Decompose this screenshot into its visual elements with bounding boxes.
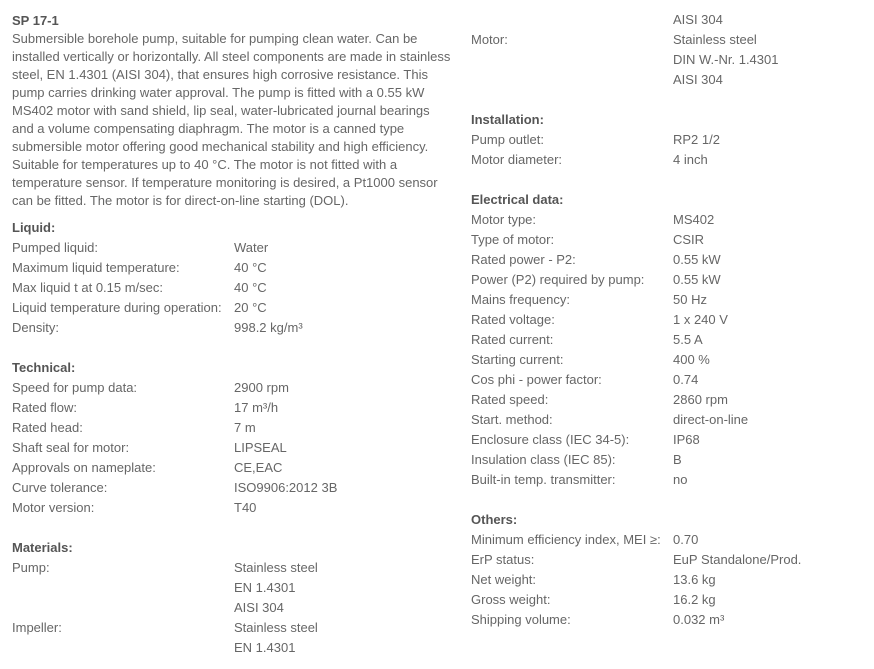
spec-row <box>12 458 452 478</box>
spec-row <box>471 590 871 610</box>
spec-row <box>12 398 452 418</box>
spec-label: Motor version: <box>12 500 95 515</box>
spec-value: Stainless steel <box>234 560 318 575</box>
spec-label <box>12 598 234 618</box>
spec-label: Power (P2) required by pump: <box>471 272 645 287</box>
spec-value: 20 °C <box>234 300 267 315</box>
spec-row <box>12 438 452 458</box>
spec-value: AISI 304 <box>234 600 284 615</box>
spec-value: CSIR <box>673 232 705 247</box>
spec-label <box>471 70 673 90</box>
spec-row <box>471 430 871 450</box>
spec-row <box>471 410 871 430</box>
spec-row <box>471 290 871 310</box>
product-description: Submersible borehole pump, suitable for pumping clean water. Can be installed vertically or horizontally. All steel components are made in stainless steel, EN 1.4301 (AISI 304), that ensures high corrosive resistance. This pump carries drinking water approval. The pump is fitted with a 0.55 kW MS402 motor with sand shield, lip seal, water-lubricated journal bearings and a volume compensating diaphragm. The motor is a canned type submersible motor offering good mechanical stability and high efficiency. Suitable for temperatures up to 40 °C. The motor is not fitted with a temperature sensor. If temperature monitoring is desired, a Pt1000 sensor can be fitted. The motor is for direct-on-line starting (DOL). <box>12 31 451 208</box>
section-heading: Materials: <box>12 540 73 555</box>
spec-label: Curve tolerance: <box>12 480 108 495</box>
section-installation <box>471 110 871 170</box>
spec-value: RP2 1/2 <box>673 132 720 147</box>
spec-value: no <box>673 472 688 487</box>
spec-row <box>12 618 452 638</box>
spec-label: Net weight: <box>471 572 537 587</box>
spec-label: Liquid temperature during operation: <box>12 300 222 315</box>
spec-label: Shipping volume: <box>471 612 571 627</box>
spec-row <box>471 570 871 590</box>
spec-rows <box>12 238 452 338</box>
spec-rows <box>471 130 871 170</box>
spec-row <box>471 450 871 470</box>
spec-value: MS402 <box>673 212 715 227</box>
spec-value: B <box>673 452 682 467</box>
spec-row <box>471 270 871 290</box>
spec-row <box>12 478 452 498</box>
spec-label: Cos phi - power factor: <box>471 372 602 387</box>
spec-label: Built-in temp. transmitter: <box>471 472 616 487</box>
spec-label: Mains frequency: <box>471 292 570 307</box>
spec-value: 40 °C <box>234 260 267 275</box>
section-electrical <box>471 190 871 490</box>
spec-label: Insulation class (IEC 85): <box>471 452 616 467</box>
spec-row <box>471 390 871 410</box>
spec-label: Enclosure class (IEC 34-5): <box>471 432 630 447</box>
spec-label: Rated speed: <box>471 392 549 407</box>
section-heading: Liquid: <box>12 220 56 235</box>
spec-row <box>12 278 452 298</box>
spec-row <box>471 370 871 390</box>
section-liquid <box>12 218 452 338</box>
spec-value: EN 1.4301 <box>234 580 296 595</box>
spec-label: Impeller: <box>12 620 62 635</box>
spec-row <box>471 330 871 350</box>
spec-value: 16.2 kg <box>673 592 716 607</box>
spec-row <box>471 30 871 50</box>
spec-rows <box>471 530 871 630</box>
spec-value: EN 1.4301 <box>234 640 296 655</box>
spec-row <box>471 10 871 30</box>
spec-row <box>12 638 452 658</box>
spec-row <box>471 70 871 90</box>
spec-value: 0.55 kW <box>673 252 721 267</box>
left-column <box>12 0 452 658</box>
section-materials-continued <box>471 10 871 90</box>
spec-row <box>471 250 871 270</box>
spec-label: Rated voltage: <box>471 312 555 327</box>
spec-value: AISI 304 <box>673 72 723 87</box>
section-heading: Installation: <box>471 112 544 127</box>
spec-label: Pump: <box>12 560 50 575</box>
spec-label: Speed for pump data: <box>12 380 138 395</box>
spec-row <box>471 130 871 150</box>
spec-value: 50 Hz <box>673 292 707 307</box>
section-others <box>471 510 871 630</box>
spec-row <box>12 498 452 518</box>
spec-value: IP68 <box>673 432 700 447</box>
spec-rows <box>471 10 871 90</box>
spec-value: 17 m³/h <box>234 400 279 415</box>
spec-row <box>471 610 871 630</box>
spec-row <box>12 418 452 438</box>
spec-label: Starting current: <box>471 352 564 367</box>
spec-row <box>471 530 871 550</box>
spec-value: 1 x 240 V <box>673 312 728 327</box>
spec-row <box>471 50 871 70</box>
spec-label: Motor diameter: <box>471 152 563 167</box>
spec-value: 0.74 <box>673 372 699 387</box>
section-heading: Electrical data: <box>471 192 564 207</box>
spec-value: 4 inch <box>673 152 708 167</box>
spec-label: Minimum efficiency index, MEI ≥: <box>471 532 661 547</box>
spec-row <box>12 578 452 598</box>
spec-value: Stainless steel <box>673 32 757 47</box>
product-title: SP 17-1 <box>12 13 59 28</box>
spec-label: Gross weight: <box>471 592 551 607</box>
spec-value: 2860 rpm <box>673 392 728 407</box>
spec-label: Type of motor: <box>471 232 555 247</box>
spec-row <box>12 238 452 258</box>
spec-label: Start. method: <box>471 412 553 427</box>
spec-label: Pump outlet: <box>471 132 544 147</box>
spec-value: EuP Standalone/Prod. <box>673 552 802 567</box>
spec-value: 400 % <box>673 352 710 367</box>
spec-value: 5.5 A <box>673 332 703 347</box>
spec-row <box>12 258 452 278</box>
spec-row <box>12 558 452 578</box>
spec-row <box>12 318 452 338</box>
spec-rows <box>471 210 871 490</box>
spec-row <box>471 150 871 170</box>
section-heading: Others: <box>471 512 518 527</box>
spec-row <box>471 470 871 490</box>
spec-label: Rated head: <box>12 420 83 435</box>
spec-value: AISI 304 <box>673 12 723 27</box>
spec-value: direct-on-line <box>673 412 749 427</box>
spec-row <box>471 550 871 570</box>
spec-label: Approvals on nameplate: <box>12 460 156 475</box>
spec-label: Motor: <box>471 32 508 47</box>
spec-label: Rated current: <box>471 332 554 347</box>
spec-row <box>471 310 871 330</box>
spec-value: 13.6 kg <box>673 572 716 587</box>
spec-label <box>471 50 673 70</box>
spec-label <box>12 578 234 598</box>
section-technical <box>12 358 452 518</box>
spec-row <box>12 598 452 618</box>
spec-row <box>12 298 452 318</box>
spec-rows <box>12 558 452 658</box>
spec-value: Water <box>234 240 269 255</box>
spec-value: 0.032 m³ <box>673 612 725 627</box>
spec-label: Density: <box>12 320 59 335</box>
spec-value: T40 <box>234 500 257 515</box>
section-materials <box>12 538 452 658</box>
spec-label: Pumped liquid: <box>12 240 98 255</box>
spec-label: Shaft seal for motor: <box>12 440 130 455</box>
spec-value: 0.70 <box>673 532 699 547</box>
spec-value: CE,EAC <box>234 460 283 475</box>
spec-label <box>471 10 673 30</box>
spec-rows <box>12 378 452 518</box>
spec-row <box>471 350 871 370</box>
right-column <box>471 10 871 630</box>
spec-label <box>12 638 234 658</box>
spec-label: Max liquid t at 0.15 m/sec: <box>12 280 164 295</box>
section-heading: Technical: <box>12 360 76 375</box>
spec-value: 40 °C <box>234 280 267 295</box>
spec-value: DIN W.-Nr. 1.4301 <box>673 52 779 67</box>
spec-label: Rated power - P2: <box>471 252 576 267</box>
spec-value: LIPSEAL <box>234 440 287 455</box>
spec-label: Motor type: <box>471 212 537 227</box>
spec-label: ErP status: <box>471 552 535 567</box>
spec-value: 2900 rpm <box>234 380 289 395</box>
spec-value: 998.2 kg/m³ <box>234 320 303 335</box>
spec-value: 7 m <box>234 420 256 435</box>
spec-value: Stainless steel <box>234 620 318 635</box>
spec-label: Rated flow: <box>12 400 78 415</box>
spec-row <box>471 230 871 250</box>
spec-value: 0.55 kW <box>673 272 721 287</box>
spec-row <box>471 210 871 230</box>
spec-label: Maximum liquid temperature: <box>12 260 180 275</box>
spec-value: ISO9906:2012 3B <box>234 480 338 495</box>
spec-row <box>12 378 452 398</box>
